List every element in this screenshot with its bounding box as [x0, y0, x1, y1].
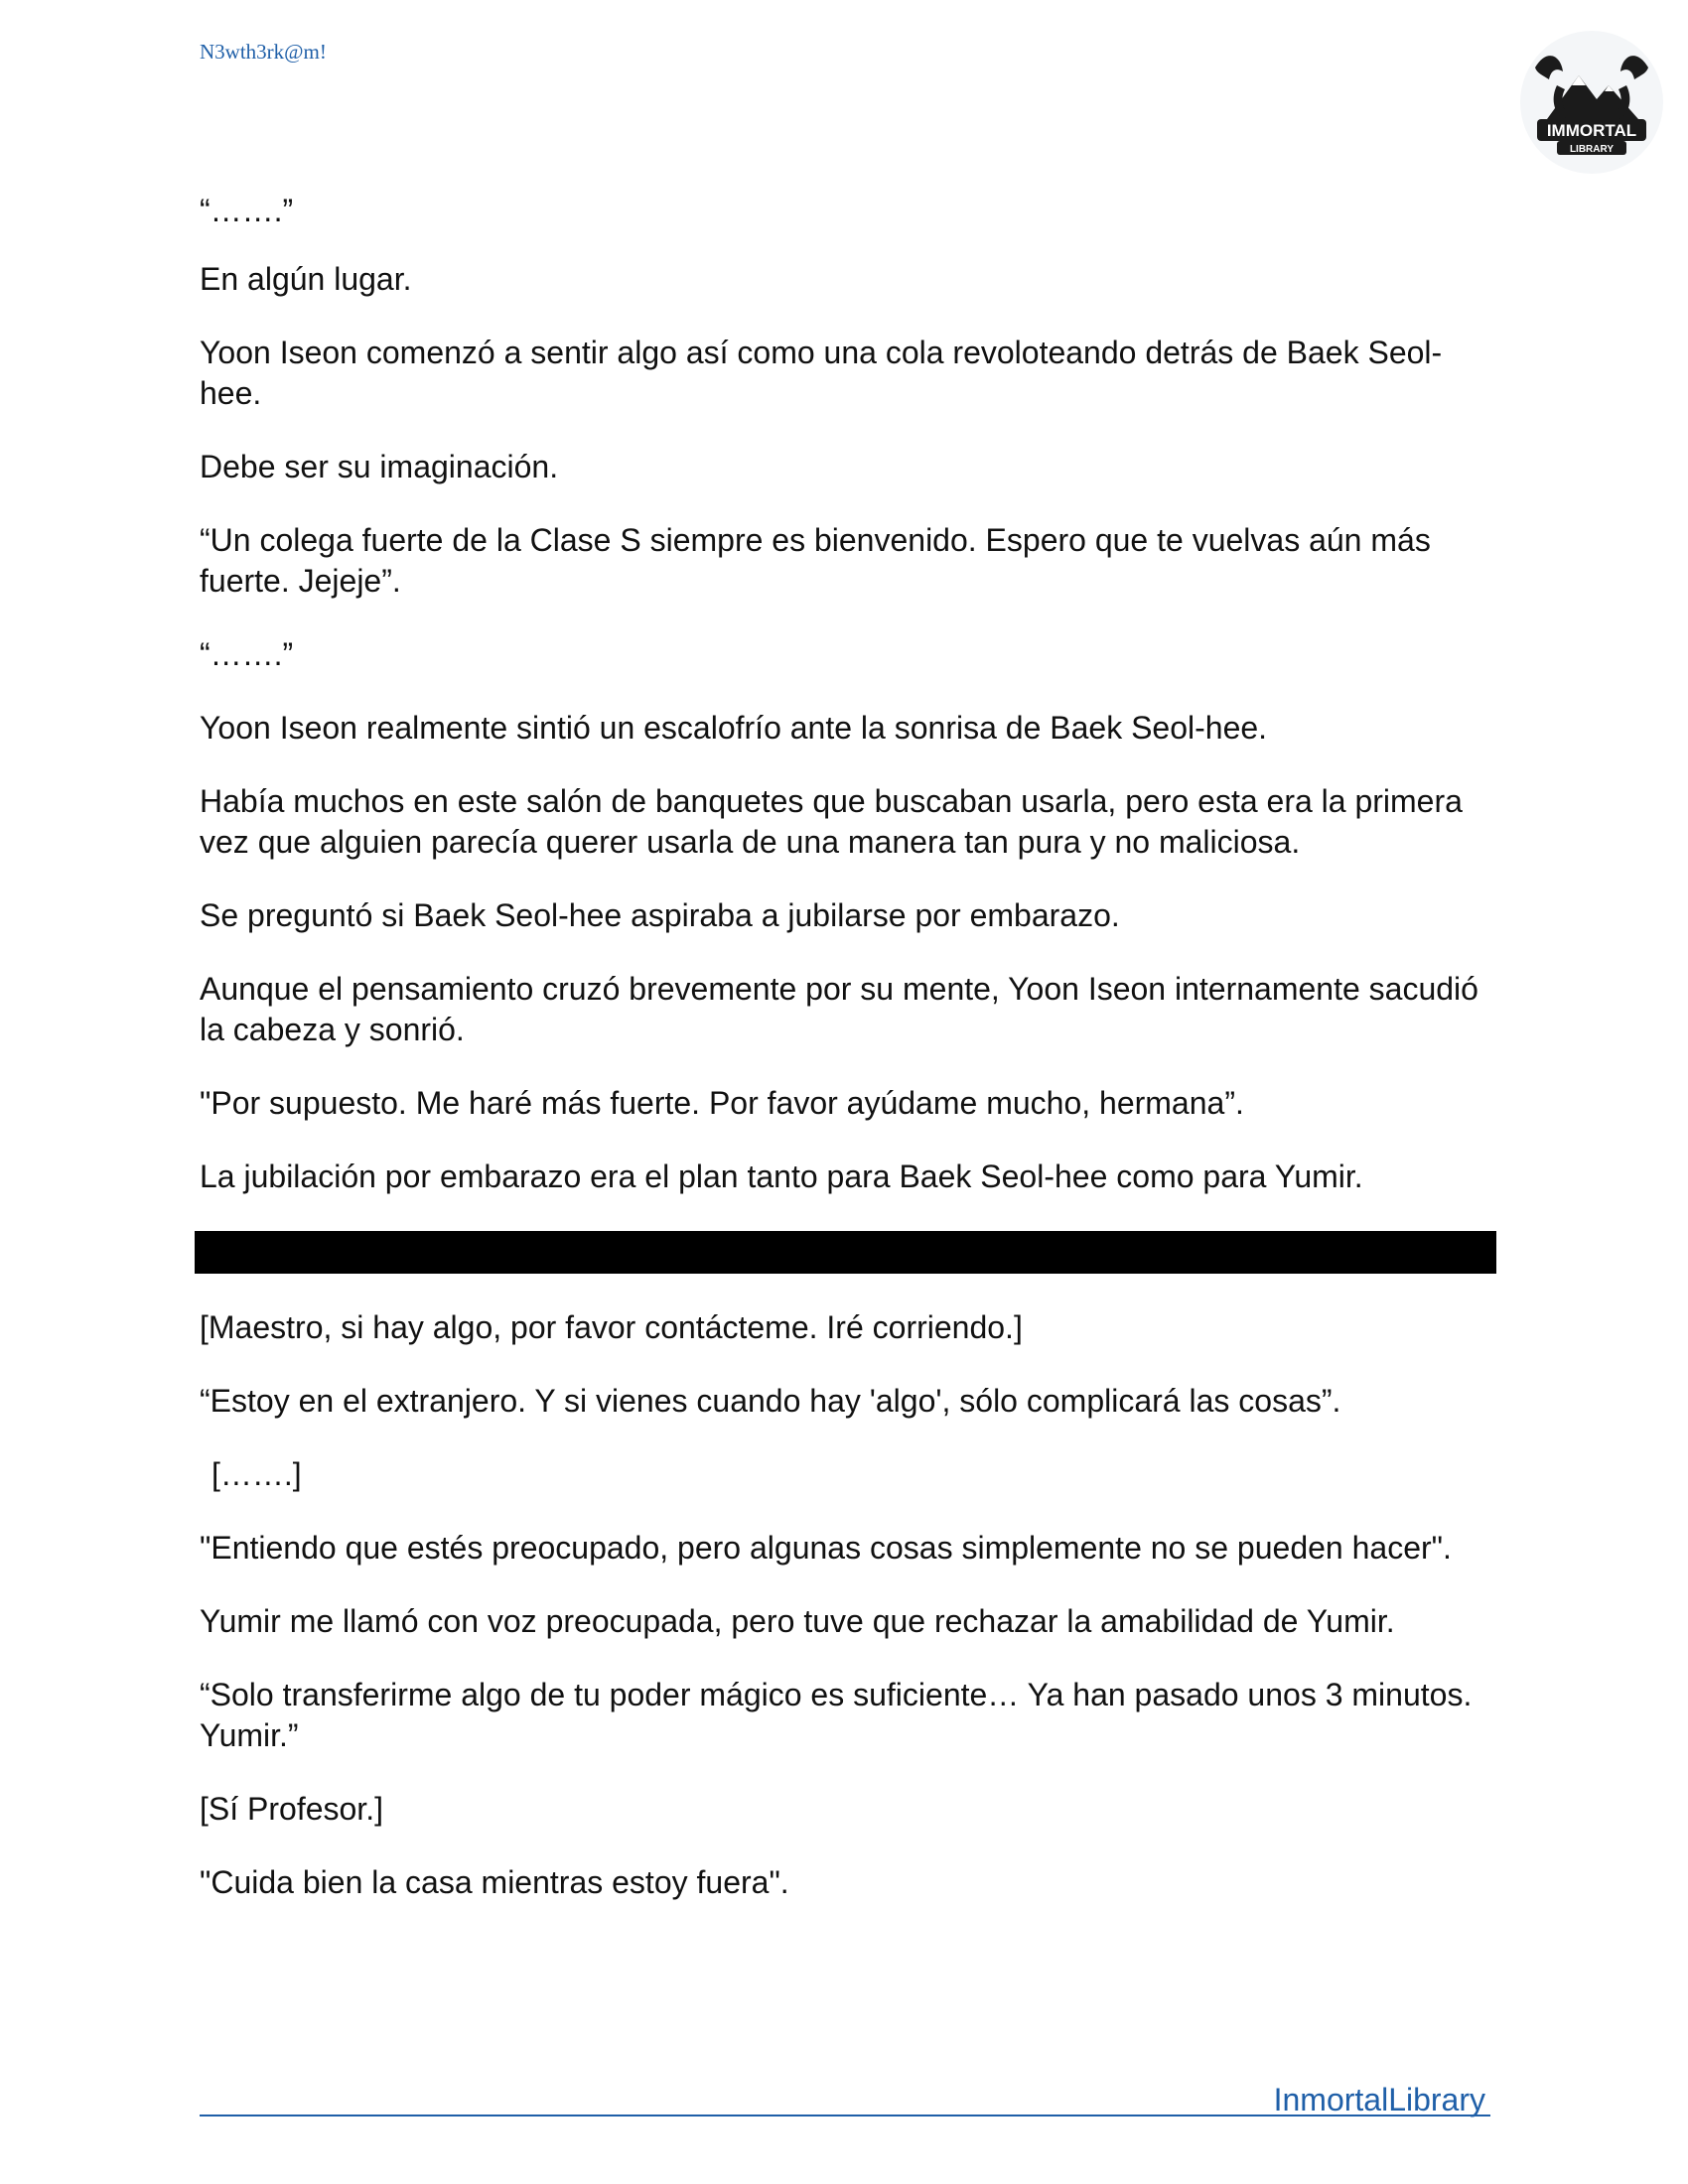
logo-text-bottom: LIBRARY: [1569, 144, 1615, 155]
logo-text-top: IMMORTAL: [1546, 121, 1637, 140]
section-divider-bar: [195, 1231, 1496, 1274]
paragraph: Debe ser su imaginación.: [200, 449, 559, 484]
document-body-section-1: [200, 191, 1490, 1230]
paragraph: "Por supuesto. Me haré más fuerte. Por favor ayúdame mucho, hermana”.: [200, 1085, 1244, 1121]
paragraph: En algún lugar.: [200, 261, 412, 297]
paragraph: Aunque el pensamiento cruzó brevemente por su mente, Yoon Iseon internamente sacudió la cabeza y sonrió.: [200, 971, 1478, 1047]
paragraph: […….]: [211, 1456, 302, 1492]
paragraph: Yoon Iseon comenzó a sentir algo así como una cola revoloteando detrás de Baek Seol-hee.: [200, 335, 1443, 411]
document-body-section-2: [200, 1307, 1490, 1936]
paragraph: “Estoy en el extranjero. Y si vienes cuando hay 'algo', sólo complicará las cosas”.: [200, 1383, 1341, 1419]
paragraph: “…….”: [200, 636, 294, 672]
footer-library-link[interactable]: InmortalLibrary: [1273, 2082, 1485, 2117]
paragraph: Había muchos en este salón de banquetes que buscaban usarla, pero esta era la primera vez que alguien parecía querer usarla de una manera tan pura y no maliciosa.: [200, 783, 1463, 860]
paragraph: [Maestro, si hay algo, por favor contácteme. Iré corriendo.]: [200, 1309, 1023, 1345]
paragraph: Yoon Iseon realmente sintió un escalofrío ante la sonrisa de Baek Seol-hee.: [200, 710, 1268, 746]
paragraph: "Entiendo que estés preocupado, pero algunas cosas simplemente no se pueden hacer".: [200, 1530, 1452, 1566]
paragraph: “Un colega fuerte de la Clase S siempre es bienvenido. Espero que te vuelvas aún más fuerte. Jejeje”.: [200, 522, 1431, 599]
paragraph: “…….”: [200, 193, 294, 228]
immortal-library-logo: [1517, 28, 1666, 177]
paragraph: "Cuida bien la casa mientras estoy fuera".: [200, 1864, 789, 1900]
paragraph: “Solo transferirme algo de tu poder mágico es suficiente… Ya han pasado unos 3 minutos. Yumir.”: [200, 1677, 1473, 1753]
paragraph: La jubilación por embarazo era el plan tanto para Baek Seol-hee como para Yumir.: [200, 1159, 1363, 1194]
header-watermark-tag: N3wth3rk@m!: [200, 40, 327, 64]
paragraph: Yumir me llamó con voz preocupada, pero tuve que rechazar la amabilidad de Yumir.: [200, 1603, 1395, 1639]
paragraph: [Sí Profesor.]: [200, 1791, 383, 1827]
paragraph: Se preguntó si Baek Seol-hee aspiraba a jubilarse por embarazo.: [200, 897, 1120, 933]
